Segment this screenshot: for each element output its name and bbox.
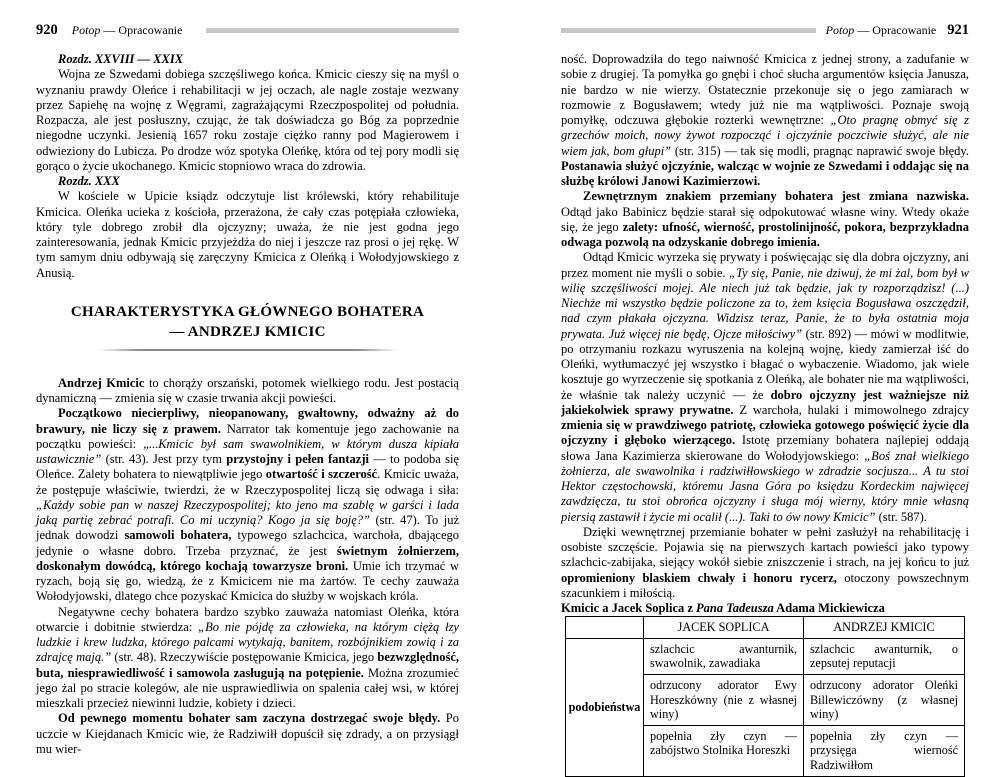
text-run: samowoli bohatera, (124, 528, 232, 543)
paragraph (36, 189, 459, 281)
table-cell: szlachcic awanturnik, swawolnik, zawadiaka (644, 638, 804, 674)
text-run: Rozdz. XXX (58, 174, 120, 188)
page-header-right (561, 22, 969, 38)
text-run: Dzięki wewnętrznej przemianie bohater w pełni zasłużył na rehabilitację i osobiste szczęście. Pojawia się na pierwszych kartach powieści jako typowy szlachcic-zabijaka, siejący wokół siebie zniszczenie i strach, na jej końcu to już (561, 524, 969, 570)
text-run: Początkowo niecierpliwy, nieopanowany, gwałtowny, odważny aż do brawury, nie liczy się z prawem. (36, 406, 459, 436)
text-run: (str. 587). (875, 509, 927, 524)
text-run: Postanawia służyć ojczyźnie, walcząc w wojnie ze Szwedami i oddając się na służbę królowi Janowi Kazimierzowi. (561, 158, 969, 188)
running-title-book: Potop (825, 22, 855, 37)
paragraph (561, 525, 969, 601)
text-run: Rozdz. XXVIII — XXIX (58, 52, 184, 66)
text-run: Wojna ze Szwedami dobiega szczęśliwego końca. Kmicic cieszy się na myśl o wyznaniu prawdy Oleńce i rehabilitacji w jej oczach, ale nagle zostaje wezwany przez Sapiehę na wojnę z Węgrami, zagrażającymi Rzeczpospolitej od południa. Rozpacza, ale jest posłuszny, czując, że tak doświadcza go Bóg za poprzednie niegodne uczynki. Jesienią 1657 roku zostaje ciężko ranny pod Magierowem i odwieziony do Lubicza. Po drodze wóz spotyka Oleńkę, która od tej pory modli się gorąco o życie ukochanego. Kmicic stopniowo wraca do zdrowia. (36, 67, 459, 173)
text-run: „Każdy sobie pan w naszej Rzeczypospolitej; kto jeno ma szablę w garści i lada jaką partię zebrać potrafi. Co mi uczynią? Kogo ja się boję?” (36, 497, 459, 527)
section-heading-line: — ANDRZEJ KMICIC (169, 323, 326, 340)
text-run: (str. 48). Rzeczywiście postępowanie Kmicica, jego (111, 650, 378, 665)
running-title-rest: — Opracowanie (854, 22, 937, 37)
right-page-text-column (561, 52, 969, 777)
text-run: (str. 47). To już jednak dowodzi (36, 513, 459, 543)
text-run: . Kmicic uważa, że postępuje właściwie, twierdzi, że w Rzeczypospolitej liczą się odwaga i siła: (36, 467, 459, 497)
page-left (36, 22, 459, 757)
table-cell: odrzucony adorator Oleńki Billewiczówny (z własnej winy) (804, 675, 965, 726)
text-run: — to podoba się Oleńce. Zalety bohatera to niewątpliwie jego (36, 452, 459, 482)
paragraph (36, 67, 459, 174)
text-run: Andrzej Kmicic (58, 375, 145, 390)
text-run: „Ty się, Panie, nie dziwuj, że mi żal, bom był w wilię szczęśliwości mojej. Ale niech już tak będzie, jak ty rozporządzisz! (...) Niechże mi wszystko będzie policzone za to, żem księcia Bogusława oszczędził, nad czym płakała ojczyzna. Widzisz teraz, Panie, że to była ostatnia moja prywata. Już więcej nie będę, Ojcze miłościwy” (561, 265, 969, 341)
text-run: Adama Mickiewicza (773, 601, 885, 615)
text-run: Istotę przemiany bohatera najlepiej oddają słowa Jana Kazimierza skierowane do Wołodyjowskiego: (561, 433, 969, 463)
text-run: dobro ojczyzny jest ważniejsze niż jakiekolwiek sprawy prywatne. (561, 387, 969, 417)
text-run: „Oto pragnę obmyć się z grzechów moich, nowy żywot rozpocząć i ojczyźnie poczciwie służyć, ale nie wiem jak, bom głupi” (561, 113, 969, 158)
text-run: przystojny i pełen fantazji (226, 452, 369, 466)
running-title-book: Potop (71, 22, 101, 37)
text-run: Kmicic był sam swawolnikiem, w którym dusza kipiała ustawicznie” (36, 436, 459, 466)
chapter-heading (36, 52, 459, 67)
text-run: „Boś znał wielkiego żołnierza, ale swawolnika i radziwiłłowskiego w zdradzie socjusza... A tu stoi Hektor częstochowski, któremu Jasna Góra po księdzu Kordeckim najwięcej zawdzięcza, tu stoi obrońca ojczyzny i sługa mój wierny, który mnie własną piersią zastawił i życie mi ocalił (...). Taki to ów nowy Kmicic” (561, 448, 969, 524)
text-run: opromieniony blaskiem chwały i honoru rycerz, (561, 570, 837, 585)
paragraph (36, 711, 459, 757)
running-title-right (826, 23, 937, 38)
table-cell: popełnia zły czyn — przysięga wierność Radziwiłłom (804, 725, 965, 776)
page-number-left: 920 (36, 22, 58, 38)
text-run: Odtąd Kmicic wyrzeka się prywaty i poświęcając się dla dobra ojczyzny, ani przez moment nie myśli o sobie. (561, 250, 969, 280)
table-row (566, 638, 965, 674)
text-run: „Bo nie pójdę za człowieka, na którym ciężą łzy ludzkie i krew ludzka, którego palcami wytykają, banitem, rozbójnikiem zowią i za zdrajcę mają.” (36, 619, 459, 665)
text-run: Od pewnego momentu bohater sam zaczyna dostrzegać swoje błędy. (58, 711, 441, 726)
paragraph (36, 376, 459, 407)
paragraph (36, 605, 459, 712)
text-run: ność. Doprowadziła do tego naiwność Kmicica z jednej strony, a zadufanie w sobie z drugiej. Ta pomyłka go gnębi i choć słucha argumentów księcia Janusza, nie bardzo w nie wierzy. Ostatecznie przekonuje się o jego zamiarach w rozmowie z Bogusławem; wtedy już nie ma wątpliwości. Poznaje swoją pomyłkę, odczuwa głębokie rozterki wewnętrzne: (561, 52, 969, 127)
text-run: (str. 43). Jest przy tym (101, 452, 227, 466)
section-heading-rule (98, 349, 398, 351)
running-title-left (72, 23, 183, 38)
text-run: Umie ich trzymać w ryzach, boją się go, wiedzą, że z Kmicicem nie ma żartów. Te cechy zauważa Wołodyjowski, dlatego chce pozyskać Kmicica do służby w wojskach króla. (36, 558, 459, 604)
paragraph (561, 189, 969, 250)
table-header-cell: JACEK SOPLICA (644, 617, 804, 639)
section-heading (36, 302, 459, 342)
running-title-rest: — Opracowanie (100, 22, 183, 37)
text-run: otwartość i szczerość (265, 467, 378, 482)
text-run: (str. 892) — mówi w modlitwie, po otrzymaniu rozkazu wyruszenia na kolejną wojnę, kiedy zamierzał iść do Oleńki, wytłumaczyć jej wszystko i błagać o wybaczenie. Wiadomo, jak wiele kosztuje go wyrzeczenie się spotkania z Oleńką, ale bohater nie ma wątpliwości, że właśnie tak należy uczynić — że (561, 326, 970, 402)
text-run: świetnym żołnierzem, doskonałym dowódcą, którego kochają towarzysze broni. (36, 543, 459, 573)
text-run: (str. 315) — tak się modli, pragnąc naprawić swoje błędy. (671, 143, 969, 158)
chapter-heading (36, 174, 459, 189)
comparison-table (565, 616, 965, 776)
table-header-cell (566, 617, 644, 639)
text-run: typowego szlachcica, warchoła, dbającego jedynie o własne dobro. Trzeba przyznać, że jest (36, 528, 460, 558)
paragraph (561, 250, 969, 525)
text-run: zmienia się w prawdziwego patriotę, człowieka gotowego poświęcić życie dla ojczyzny i głęboko wierzącego. (561, 418, 969, 448)
paragraph (36, 406, 459, 604)
text-run: to chorąży orszański, potomek wielkiego rodu. Jest postacią dynamiczną — zmienia się w czasie trwania akcji powieści. (36, 375, 459, 405)
text-run: bezwzględność, buta, niesprawiedliwość i samowola zasługują na potępienie. (36, 650, 459, 680)
text-run: Odtąd jako Babinicz będzie starał się odpokutować własne winy. Wtedy okaże się, że jego (561, 204, 969, 234)
section-heading-line: CHARAKTERYSTYKA GŁÓWNEGO BOHATERA (70, 303, 425, 320)
text-run: W kościele w Upicie ksiądz odczytuje list królewski, który rehabilituje Kmicica. Oleńka ucieka z kościoła, przerażona, że cały czas potępiała człowieka, który tyle dobrego zrobił dla ojczyzny; uważa, że nie jest godna jego zainteresowania, jednak Kmicic przyjeżdża do niej i jeszcze raz prosi o jej rękę. W tym samym dniu odbywają się zaręczyny Kmicica z Oleńką i Wołodyjowskiego z Anusią. (36, 189, 459, 280)
text-run: Z warchoła, hulaki i mimowolnego zdrajcy (733, 402, 969, 417)
table-title (561, 601, 969, 616)
table-header-cell: ANDRZEJ KMICIC (804, 617, 965, 639)
text-run: otoczony powszechnym szacunkiem i miłością. (561, 570, 969, 600)
text-run: Narrator tak komentuje jego zachowanie na początku powieści: „... (36, 421, 459, 451)
page-header-left (36, 22, 459, 38)
table-cell: szlachcic awanturnik, o zepsutej reputacji (804, 638, 965, 674)
header-rule-bar-right (561, 28, 816, 33)
paragraph (561, 52, 969, 189)
text-run: Można zrozumieć jego żal po stracie kolegów, ale nie usprawiedliwia on spalenia całej wsi, w której mieszkali przecież niewinni ludzie, kobiety i dzieci. (36, 665, 459, 710)
page-right (561, 22, 969, 777)
table-cell: popełnia zły czyn — zabójstwo Stolnika Horeszki (644, 725, 804, 776)
text-run: Po uczcie w Kiejdanach Kmicic wie, że Radziwiłł dopuścił się zdrady, a on przysiągł mu wier- (36, 711, 459, 756)
page-number-right: 921 (947, 22, 969, 38)
table-cell: odrzucony adorator Ewy Horeszkówny (nie z własnej winy) (644, 675, 804, 726)
text-run: Kmicic a Jacek Soplica z (561, 601, 697, 615)
table-header-row (566, 617, 965, 639)
text-run: Zewnętrznym znakiem przemiany bohatera jest zmiana nazwiska. (583, 189, 969, 204)
text-run: zalety: ufność, wierność, prostolinijność, pokora, bezprzykładna odwaga pozwolą na odzyskanie dobrego imienia. (561, 219, 969, 249)
header-rule-bar-left (206, 28, 459, 33)
table-row-label: podobieństwa (566, 638, 644, 776)
left-page-text-column (36, 52, 459, 757)
text-run: Pana Tadeusza (696, 601, 774, 615)
text-run: Negatywne cechy bohatera bardzo szybko zauważa natomiast Oleńka, która otwarcie i dobitnie stwierdza: (36, 604, 459, 634)
